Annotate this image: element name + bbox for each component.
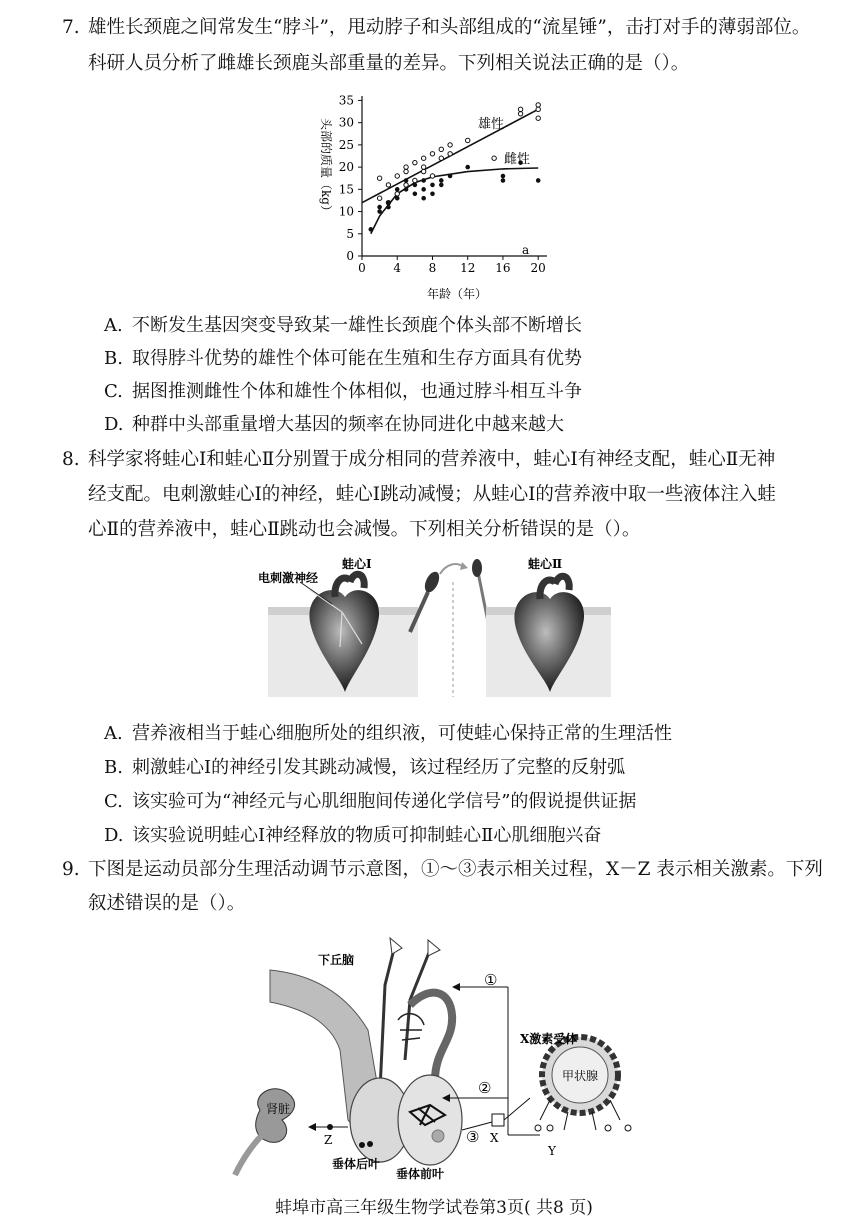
option-text: 该实验可为“神经元与心肌细胞间传递化学信号”的假说提供证据 bbox=[132, 791, 637, 812]
chart-ylabel: 头部的质量（kg） bbox=[319, 118, 333, 217]
chart-point-male bbox=[439, 156, 443, 160]
chart-point-male bbox=[536, 103, 540, 107]
chart-point-female bbox=[431, 183, 435, 187]
q8-stem-line2: 经支配。电刺激蛙心Ⅰ的神经，蛙心Ⅰ跳动减慢；从蛙心Ⅰ的营养液中取一些液体注入蛙 bbox=[88, 484, 776, 505]
chart-point-female bbox=[466, 165, 470, 169]
q7-head-mass-chart bbox=[312, 86, 562, 306]
chart-panel-label: a bbox=[522, 243, 530, 257]
chart-point-male bbox=[421, 156, 425, 160]
q7-option-c[interactable] bbox=[104, 380, 582, 404]
chart-y-tick-label: 25 bbox=[338, 137, 354, 152]
chart-point-female bbox=[448, 174, 452, 178]
option-label: A. bbox=[104, 723, 123, 744]
chart-y-tick-label: 0 bbox=[346, 249, 354, 263]
option-text: 据图推测雌性个体和雄性个体相似，也通过脖斗相互斗争 bbox=[132, 381, 582, 402]
option-label: B. bbox=[104, 757, 123, 778]
option-text: 营养液相当于蛙心细胞所处的组织液，可使蛙心保持正常的生理活性 bbox=[132, 723, 672, 744]
label-x: X bbox=[490, 1131, 499, 1145]
label-kidney: 肾脏 bbox=[266, 1102, 291, 1116]
chart-point-male bbox=[377, 176, 381, 180]
arrow-up-icon bbox=[428, 940, 440, 956]
chart-point-female bbox=[431, 192, 435, 196]
label-y: Y bbox=[548, 1144, 556, 1158]
q9-regulation-diagram bbox=[230, 930, 650, 1185]
chart-point-male bbox=[395, 174, 399, 178]
label-stimulate-nerve: 电刺激神经 bbox=[258, 571, 319, 585]
label-heart-1: 蛙心Ⅰ bbox=[342, 557, 372, 571]
chart-point-male bbox=[536, 107, 540, 111]
chart-y-tick-label: 30 bbox=[338, 115, 354, 130]
chart-point-male bbox=[404, 169, 408, 173]
chart-point-male bbox=[377, 196, 381, 200]
q7-option-a[interactable] bbox=[104, 314, 582, 338]
q8-number: 8. bbox=[62, 449, 80, 470]
q7-option-d[interactable] bbox=[104, 413, 564, 437]
q7-stem-line1: 雄性长颈鹿之间常发生“脖斗”，甩动脖子和头部组成的“流星锤”，击打对手的薄弱部位。 bbox=[88, 17, 811, 38]
chart-x-tick-label: 0 bbox=[358, 261, 366, 275]
q9-number: 9. bbox=[62, 859, 80, 880]
q8-stem-line1: 科学家将蛙心Ⅰ和蛙心Ⅱ分别置于成分相同的营养液中，蛙心Ⅰ有神经支配，蛙心Ⅱ无神 bbox=[88, 449, 776, 470]
chart-point-male bbox=[439, 147, 443, 151]
q8-stem-line3: 心Ⅱ的营养液中，蛙心Ⅱ跳动也会减慢。下列相关分析错误的是（）。 bbox=[88, 519, 641, 540]
arrow-up-icon bbox=[390, 938, 402, 954]
x-hormone-box bbox=[492, 1114, 504, 1126]
option-label: C. bbox=[104, 381, 123, 402]
q8-option-c[interactable] bbox=[104, 790, 636, 814]
label-anterior: 垂体前叶 bbox=[396, 1167, 445, 1181]
q8-option-b[interactable] bbox=[104, 756, 625, 780]
chart-point-male bbox=[518, 107, 522, 111]
q8-option-a[interactable] bbox=[104, 722, 672, 746]
chart-point-female bbox=[387, 205, 391, 209]
chart-point-male bbox=[430, 174, 434, 178]
chart-point-male bbox=[448, 152, 452, 156]
chart-point-female bbox=[404, 179, 408, 183]
chart-point-male bbox=[413, 160, 417, 164]
chart-point-female bbox=[378, 205, 382, 209]
option-label: B. bbox=[104, 348, 123, 369]
chart-y-tick-label: 35 bbox=[338, 93, 354, 108]
chart-point-female bbox=[387, 201, 391, 205]
chart-point-female bbox=[395, 188, 399, 192]
label-receptor: X激素受体 bbox=[520, 1032, 578, 1046]
option-text: 不断发生基因突变导致某一雄性长颈鹿个体头部不断增长 bbox=[132, 315, 582, 336]
chart-y-tick-label: 15 bbox=[338, 182, 354, 197]
option-text: 种群中头部重量增大基因的频率在协同进化中越来越大 bbox=[132, 414, 564, 435]
page-footer: 蚌埠市高三年级生物学试卷第3页( 共8 页) bbox=[275, 1198, 593, 1218]
option-text: 取得脖斗优势的雄性个体可能在生殖和生存方面具有优势 bbox=[132, 348, 582, 369]
series-label-female: 雌性 bbox=[504, 152, 531, 167]
chart-xlabel: 年龄（年） bbox=[427, 287, 488, 301]
chart-point-female bbox=[413, 192, 417, 196]
chart-x-tick-label: 4 bbox=[393, 261, 402, 275]
label-process-3: ③ bbox=[466, 1128, 480, 1146]
option-label: D. bbox=[104, 825, 124, 846]
chart-point-male bbox=[386, 183, 390, 187]
chart-point-male bbox=[421, 165, 425, 169]
q8-frog-heart-figure bbox=[250, 552, 630, 702]
chart-point-female bbox=[501, 179, 505, 183]
chart-point-male bbox=[466, 138, 470, 142]
chart-point-female bbox=[413, 183, 417, 187]
option-label: C. bbox=[104, 791, 123, 812]
chart-y-tick-label: 20 bbox=[338, 160, 354, 175]
q8-option-d[interactable] bbox=[104, 824, 601, 848]
q7-stem-line2: 科研人员分析了雌雄长颈鹿头部重量的差异。下列相关说法正确的是（）。 bbox=[88, 53, 690, 74]
anterior-pituitary bbox=[398, 1075, 462, 1165]
chart-point-female bbox=[422, 179, 426, 183]
chart-point-female bbox=[378, 210, 382, 214]
option-label: A. bbox=[104, 315, 123, 336]
q9-stem-line2: 叙述错误的是（）。 bbox=[88, 893, 246, 914]
label-process-1: ① bbox=[484, 971, 498, 989]
option-label: D. bbox=[104, 414, 124, 435]
label-thyroid: 甲状腺 bbox=[562, 1069, 599, 1083]
chart-point-female bbox=[439, 183, 443, 187]
chart-x-tick-label: 8 bbox=[428, 261, 437, 275]
chart-point-male bbox=[536, 116, 540, 120]
label-hypothalamus: 下丘脑 bbox=[318, 953, 355, 967]
label-posterior: 垂体后叶 bbox=[332, 1157, 381, 1171]
label-process-2: ② bbox=[478, 1079, 492, 1097]
series-label-male: 雄性 bbox=[478, 117, 505, 132]
chart-point-male bbox=[448, 143, 452, 147]
chart-x-tick-label: 12 bbox=[460, 261, 476, 275]
chart-x-tick-label: 20 bbox=[530, 261, 546, 275]
chart-point-male bbox=[404, 183, 408, 187]
chart-point-male bbox=[518, 112, 522, 116]
chart-point-male bbox=[421, 169, 425, 173]
option-text: 刺激蛙心Ⅰ的神经引发其跳动减慢，该过程经历了完整的反射弧 bbox=[132, 757, 626, 778]
chart-point-female bbox=[422, 196, 426, 200]
chart-point-male bbox=[395, 192, 399, 196]
chart-point-female bbox=[404, 188, 408, 192]
chart-point-male bbox=[492, 156, 496, 160]
chart-point-female bbox=[536, 179, 540, 183]
option-text: 该实验说明蛙心Ⅰ神经释放的物质可抑制蛙心Ⅱ心肌细胞兴奋 bbox=[132, 825, 602, 846]
chart-y-tick-label: 10 bbox=[338, 204, 354, 219]
chart-point-male bbox=[430, 152, 434, 156]
chart-point-female bbox=[395, 196, 399, 200]
chart-point-female bbox=[369, 228, 373, 232]
chart-point-female bbox=[501, 174, 505, 178]
chart-point-male bbox=[404, 165, 408, 169]
chart-x-tick-label: 16 bbox=[495, 261, 511, 275]
label-z: Z bbox=[324, 1133, 333, 1147]
chart-point-female bbox=[439, 179, 443, 183]
chart-y-tick-label: 5 bbox=[346, 226, 354, 241]
q7-option-b[interactable] bbox=[104, 347, 582, 371]
chart-point-female bbox=[422, 188, 426, 192]
q9-stem-line1: 下图是运动员部分生理活动调节示意图，①～③表示相关过程，X－Z 表示相关激素。下列 bbox=[88, 859, 823, 880]
q7-number: 7. bbox=[62, 17, 80, 38]
chart-point-male bbox=[413, 178, 417, 182]
label-heart-2: 蛙心Ⅱ bbox=[528, 557, 563, 571]
